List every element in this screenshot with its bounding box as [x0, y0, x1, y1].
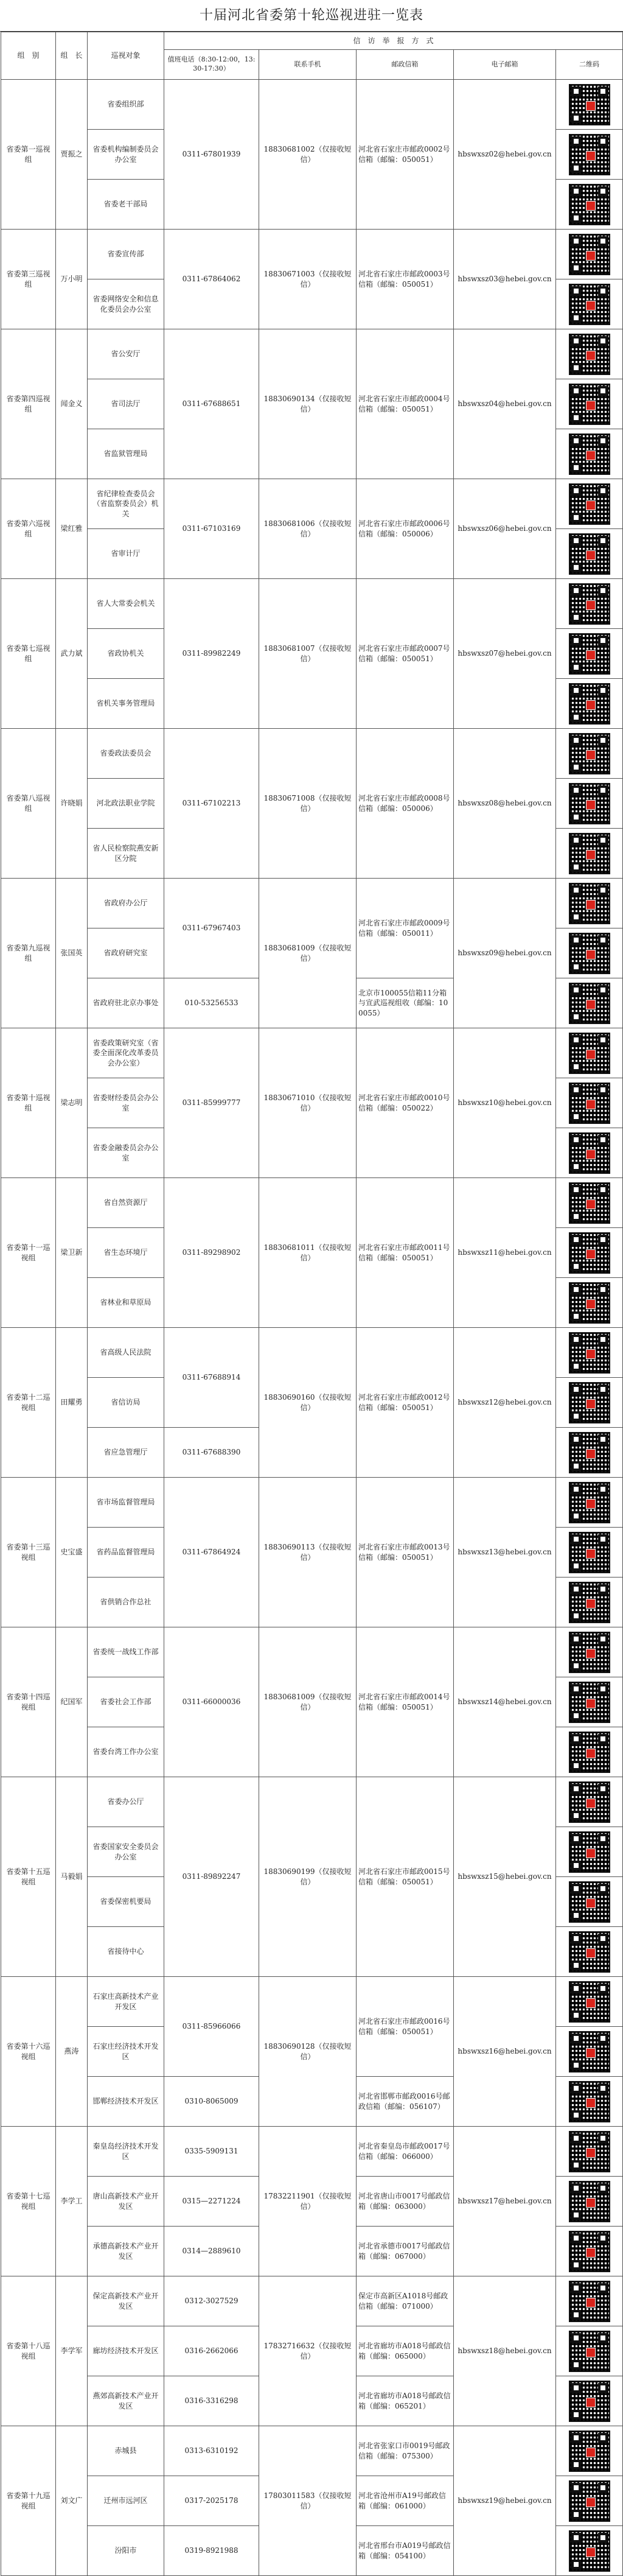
- duty-phone: 0311-67688390: [164, 1428, 259, 1478]
- contact-mobile: 17832211901（仅接收短信）: [259, 2127, 357, 2276]
- duty-phone: 0311-67864062: [164, 230, 259, 329]
- duty-phone: 0311-67103169: [164, 479, 259, 579]
- target-name: 赤城县: [88, 2426, 164, 2476]
- duty-phone: 0313-6310192: [164, 2426, 259, 2476]
- post-box: 河北省邯郸市邮政0016号邮政信箱（邮编：056107）: [357, 2077, 454, 2127]
- qr-code-cell: [556, 1128, 623, 1178]
- group-name: 省委第三巡视组: [1, 230, 56, 329]
- target-name: 省委保密机要局: [88, 1877, 164, 1927]
- target-name: 省供销合作总社: [88, 1578, 164, 1627]
- target-name: 省药品监督管理局: [88, 1528, 164, 1578]
- email-address[interactable]: hbswxsz15@hebei.gov.cn: [454, 1777, 556, 1977]
- qr-code-cell: [556, 80, 623, 130]
- qr-code-icon: [569, 2131, 610, 2172]
- leader-name: 田耀勇: [56, 1328, 88, 1478]
- target-name: 省自然资源厅: [88, 1178, 164, 1228]
- group-name: 省委第十巡视组: [1, 1028, 56, 1178]
- qr-code-cell: [556, 379, 623, 429]
- qr-code-icon: [569, 833, 610, 874]
- group-name: 省委第十五巡视组: [1, 1777, 56, 1977]
- qr-code-cell: [556, 1078, 623, 1128]
- duty-phone: 0335-5909131: [164, 2127, 259, 2177]
- qr-code-icon: [569, 2231, 610, 2272]
- duty-phone: 0319-8921988: [164, 2526, 259, 2576]
- table-row: [1, 1627, 623, 1677]
- table-row: [1, 1328, 623, 1378]
- qr-code-cell: [556, 2476, 623, 2526]
- qr-code-cell: [556, 1528, 623, 1578]
- post-box: 河北省张家口市0019号邮政信箱（邮编：075300）: [357, 2426, 454, 2476]
- qr-code-cell: [556, 230, 623, 279]
- target-name: 保定高新技术产业开发区: [88, 2276, 164, 2326]
- qr-code-icon: [569, 433, 610, 475]
- contact-mobile: 18830671010（仅接收短信）: [259, 1028, 357, 1178]
- leader-name: 纪国军: [56, 1627, 88, 1777]
- duty-phone: 0311-67967403: [164, 879, 259, 978]
- target-name: 省委台湾工作办公室: [88, 1727, 164, 1777]
- email-address[interactable]: hbswxsz08@hebei.gov.cn: [454, 729, 556, 879]
- qr-code-cell: [556, 1378, 623, 1428]
- contact-mobile: 18830681009（仅接收短信）: [259, 879, 357, 1028]
- qr-code-icon: [569, 633, 610, 675]
- email-address[interactable]: hbswxsz09@hebei.gov.cn: [454, 879, 556, 1028]
- table-row: [1, 80, 623, 130]
- leader-name: 梁志明: [56, 1028, 88, 1178]
- post-box: 河北省沧州市A19号邮政信箱（邮编：061000）: [357, 2476, 454, 2526]
- qr-code-cell: [556, 2326, 623, 2376]
- duty-phone: 0311-85966066: [164, 1977, 259, 2077]
- leader-name: 张国英: [56, 879, 88, 1028]
- header-report: 信 访 举 报 方 式: [164, 32, 623, 50]
- qr-code-cell: [556, 729, 623, 779]
- contact-mobile: 18830681007（仅接收短信）: [259, 579, 357, 729]
- group-name: 省委第四巡视组: [1, 329, 56, 479]
- qr-code-icon: [569, 883, 610, 924]
- email-address[interactable]: hbswxsz02@hebei.gov.cn: [454, 80, 556, 230]
- target-name: 省委政法委员会: [88, 729, 164, 779]
- leader-name: 马毅娟: [56, 1777, 88, 1977]
- target-name: 省政府办公厅: [88, 879, 164, 928]
- email-address[interactable]: hbswxsz03@hebei.gov.cn: [454, 230, 556, 329]
- qr-code-icon: [569, 2381, 610, 2422]
- qr-code-icon: [569, 84, 610, 125]
- qr-code-cell: [556, 1727, 623, 1777]
- post-box: 河北省石家庄市邮政0008号信箱（邮编：050006）: [357, 729, 454, 879]
- qr-code-icon: [569, 783, 610, 824]
- qr-code-icon: [569, 983, 610, 1024]
- qr-code-cell: [556, 928, 623, 978]
- qr-code-icon: [569, 184, 610, 225]
- leader-name: 贾振之: [56, 80, 88, 230]
- header-qr: 二维码: [556, 50, 623, 80]
- duty-phone: 0314—2889610: [164, 2227, 259, 2276]
- duty-phone: 0311-89982249: [164, 579, 259, 729]
- qr-code-icon: [569, 1282, 610, 1324]
- qr-code-icon: [569, 1781, 610, 1823]
- target-name: 唐山高新技术产业开发区: [88, 2177, 164, 2227]
- leader-name: 李学军: [56, 2276, 88, 2426]
- target-name: 省委财经委员会办公室: [88, 1078, 164, 1128]
- target-name: 石家庄经济技术开发区: [88, 2027, 164, 2077]
- group-name: 省委第十七巡视组: [1, 2127, 56, 2276]
- qr-code-icon: [569, 1033, 610, 1074]
- table-row: [1, 1178, 623, 1228]
- table-row: [1, 2426, 623, 2476]
- leader-name: 武力斌: [56, 579, 88, 729]
- target-name: 省高级人民法院: [88, 1328, 164, 1378]
- contact-mobile: 18830671003（仅接收短信）: [259, 230, 357, 329]
- qr-code-cell: [556, 879, 623, 928]
- table-row: [1, 1478, 623, 1528]
- qr-code-icon: [569, 1332, 610, 1374]
- contact-mobile: 18830671008（仅接收短信）: [259, 729, 357, 879]
- target-name: 省政府研究室: [88, 928, 164, 978]
- qr-code-icon: [569, 2480, 610, 2522]
- duty-phone: 0311-89298902: [164, 1178, 259, 1328]
- duty-phone: 0311-67864924: [164, 1478, 259, 1627]
- target-name: 省审计厅: [88, 529, 164, 579]
- table-row: [1, 1977, 623, 2027]
- post-box: 北京市100055信箱11分箱与宣武巡视组收（邮编：100055）: [357, 978, 454, 1028]
- group-name: 省委第八巡视组: [1, 729, 56, 879]
- qr-code-cell: [556, 180, 623, 230]
- email-address[interactable]: hbswxsz16@hebei.gov.cn: [454, 1977, 556, 2127]
- qr-code-icon: [569, 1682, 610, 1723]
- target-name: 省委老干部局: [88, 180, 164, 230]
- post-box: 河北省石家庄市邮政0016号信箱（邮编：050051）: [357, 1977, 454, 2077]
- qr-code-cell: [556, 1977, 623, 2027]
- qr-code-cell: [556, 1328, 623, 1378]
- target-name: 秦皇岛经济技术开发区: [88, 2127, 164, 2177]
- group-name: 省委第十八巡视组: [1, 2276, 56, 2426]
- duty-phone: 0311-85999777: [164, 1028, 259, 1178]
- target-name: 省委政策研究室（省委全面深化改革委员会办公室）: [88, 1028, 164, 1078]
- qr-code-cell: [556, 2077, 623, 2127]
- target-name: 迁州市远河区: [88, 2476, 164, 2526]
- qr-code-cell: [556, 2376, 623, 2426]
- group-name: 省委第六巡视组: [1, 479, 56, 579]
- qr-code-cell: [556, 2426, 623, 2476]
- qr-code-cell: [556, 1627, 623, 1677]
- target-name: 省委组织部: [88, 80, 164, 130]
- qr-code-cell: [556, 2526, 623, 2576]
- qr-code-cell: [556, 629, 623, 679]
- qr-code-icon: [569, 1632, 610, 1673]
- qr-code-cell: [556, 1278, 623, 1328]
- duty-phone: 0316-2662066: [164, 2326, 259, 2376]
- target-name: 省信访局: [88, 1378, 164, 1428]
- contact-mobile: 17832716632（仅接收短信）: [259, 2276, 357, 2426]
- target-name: 汾阳市: [88, 2526, 164, 2576]
- duty-phone: 0311-67688914: [164, 1328, 259, 1428]
- target-name: 省司法厅: [88, 379, 164, 429]
- post-box: 河北省石家庄市邮政0011号信箱（邮编：050051）: [357, 1178, 454, 1328]
- qr-code-icon: [569, 733, 610, 774]
- qr-code-cell: [556, 2027, 623, 2077]
- leader-name: 史宝盛: [56, 1478, 88, 1627]
- qr-code-icon: [569, 1532, 610, 1573]
- qr-code-cell: [556, 429, 623, 479]
- duty-phone: 0311-67688651: [164, 329, 259, 479]
- duty-phone: 0316-3316298: [164, 2376, 259, 2426]
- qr-code-cell: [556, 1428, 623, 1478]
- header-post: 邮政信箱: [357, 50, 454, 80]
- contact-mobile: 18830681006（仅接收短信）: [259, 479, 357, 579]
- duty-phone: 0311-66000036: [164, 1627, 259, 1777]
- post-box: 河北省石家庄市邮政0014号信箱（邮编：050051）: [357, 1627, 454, 1777]
- page-title: 十届河北省委第十轮巡视进驻一览表: [0, 0, 623, 32]
- table-row: [1, 230, 623, 279]
- header-mobile: 联系手机: [259, 50, 357, 80]
- duty-phone: 010-53256533: [164, 978, 259, 1028]
- target-name: 省委网络安全和信息化委员会办公室: [88, 279, 164, 329]
- target-name: 省委办公厅: [88, 1777, 164, 1827]
- email-address[interactable]: hbswxsz18@hebei.gov.cn: [454, 2276, 556, 2426]
- qr-code-icon: [569, 1083, 610, 1124]
- leader-name: 闻金义: [56, 329, 88, 479]
- target-name: 河北政法职业学院: [88, 779, 164, 829]
- qr-code-cell: [556, 1827, 623, 1877]
- target-name: 省林业和草原局: [88, 1278, 164, 1328]
- qr-code-icon: [569, 1182, 610, 1224]
- qr-code-icon: [569, 284, 610, 325]
- contact-mobile: 18830681011（仅接收短信）: [259, 1178, 357, 1328]
- qr-code-cell: [556, 479, 623, 529]
- qr-code-icon: [569, 2031, 610, 2072]
- email-address[interactable]: hbswxsz17@hebei.gov.cn: [454, 2127, 556, 2276]
- qr-code-icon: [569, 1382, 610, 1423]
- post-box: 河北省石家庄市邮政0004号信箱（邮编：050051）: [357, 329, 454, 479]
- post-box: 保定市高新区A1018号邮政信箱（邮编：071000）: [357, 2276, 454, 2326]
- target-name: 省应急管理厅: [88, 1428, 164, 1478]
- contact-mobile: 18830690199（仅接收短信）: [259, 1777, 357, 1977]
- table-row: [1, 1028, 623, 1078]
- table-row: [1, 479, 623, 529]
- qr-code-icon: [569, 334, 610, 375]
- qr-code-icon: [569, 1881, 610, 1923]
- qr-code-cell: [556, 1877, 623, 1927]
- qr-code-cell: [556, 2227, 623, 2276]
- target-name: 廊坊经济技术开发区: [88, 2326, 164, 2376]
- qr-code-cell: [556, 1578, 623, 1627]
- post-box: 河北省石家庄市邮政0006号信箱（邮编：050006）: [357, 479, 454, 579]
- duty-phone: 0312-3027529: [164, 2276, 259, 2326]
- qr-code-cell: [556, 1677, 623, 1727]
- qr-code-icon: [569, 1831, 610, 1873]
- qr-code-icon: [569, 1981, 610, 2023]
- target-name: 省委社会工作部: [88, 1677, 164, 1727]
- qr-code-icon: [569, 134, 610, 175]
- qr-code-cell: [556, 529, 623, 579]
- qr-code-cell: [556, 978, 623, 1028]
- duty-phone: 0317-2025178: [164, 2476, 259, 2526]
- email-address[interactable]: hbswxsz13@hebei.gov.cn: [454, 1478, 556, 1627]
- qr-code-icon: [569, 384, 610, 425]
- qr-code-icon: [569, 1232, 610, 1274]
- post-box: 河北省廊坊市A018号邮政信箱（邮编：065000）: [357, 2326, 454, 2376]
- qr-code-icon: [569, 1432, 610, 1473]
- qr-code-cell: [556, 2127, 623, 2177]
- target-name: 承德高新技术产业开发区: [88, 2227, 164, 2276]
- qr-code-cell: [556, 2276, 623, 2326]
- leader-name: 万小明: [56, 230, 88, 329]
- target-name: 省政府驻北京办事处: [88, 978, 164, 1028]
- group-name: 省委第十六巡视组: [1, 1977, 56, 2127]
- email-address[interactable]: hbswxsz06@hebei.gov.cn: [454, 479, 556, 579]
- target-name: 省市场监督管理局: [88, 1478, 164, 1528]
- qr-code-cell: [556, 579, 623, 629]
- post-box: 河北省廊坊市A018号邮政信箱（邮编：065201）: [357, 2376, 454, 2426]
- target-name: 燕郊高新技术产业开发区: [88, 2376, 164, 2426]
- table-row: [1, 329, 623, 379]
- duty-phone: 0311-67102213: [164, 729, 259, 879]
- qr-code-icon: [569, 1582, 610, 1623]
- table-row: [1, 1777, 623, 1827]
- target-name: 邯郸经济技术开发区: [88, 2077, 164, 2127]
- group-name: 省委第十九巡视组: [1, 2426, 56, 2576]
- target-name: 省委宣传部: [88, 230, 164, 279]
- target-name: 省机关事务管理局: [88, 679, 164, 729]
- qr-code-cell: [556, 1927, 623, 1977]
- table-row: [1, 2276, 623, 2326]
- email-address[interactable]: hbswxsz07@hebei.gov.cn: [454, 579, 556, 729]
- qr-code-icon: [569, 2281, 610, 2322]
- group-name: 省委第十四巡视组: [1, 1627, 56, 1777]
- post-box: 河北省邢台市A019号邮政信箱（邮编：054100）: [357, 2526, 454, 2576]
- target-name: 省监狱管理局: [88, 429, 164, 479]
- group-name: 省委第十三巡视组: [1, 1478, 56, 1627]
- target-name: 省人大常委会机关: [88, 579, 164, 629]
- qr-code-cell: [556, 1028, 623, 1078]
- post-box: 河北省唐山市0017号邮政信箱（邮编：063000）: [357, 2177, 454, 2227]
- table-body: [1, 80, 623, 2576]
- contact-mobile: 18830690113（仅接收短信）: [259, 1478, 357, 1627]
- qr-code-icon: [569, 683, 610, 725]
- qr-code-cell: [556, 1228, 623, 1278]
- target-name: 省委统一战线工作部: [88, 1627, 164, 1677]
- table-row: [1, 729, 623, 779]
- qr-code-icon: [569, 2181, 610, 2222]
- qr-code-cell: [556, 1178, 623, 1228]
- duty-phone: 0311-67801939: [164, 80, 259, 230]
- target-name: 省公安厅: [88, 329, 164, 379]
- leader-name: 李学工: [56, 2127, 88, 2276]
- qr-code-cell: [556, 279, 623, 329]
- target-name: 省接待中心: [88, 1927, 164, 1977]
- group-name: 省委第九巡视组: [1, 879, 56, 1028]
- target-name: 省委国家安全委员会办公室: [88, 1827, 164, 1877]
- post-box: 河北省石家庄市邮政0013号信箱（邮编：050051）: [357, 1478, 454, 1627]
- contact-mobile: 18830681009（仅接收短信）: [259, 1627, 357, 1777]
- post-box: 河北省石家庄市邮政0002号信箱（邮编：050051）: [357, 80, 454, 230]
- leader-name: 梁红雅: [56, 479, 88, 579]
- qr-code-icon: [569, 1482, 610, 1523]
- qr-code-icon: [569, 2530, 610, 2572]
- target-name: 石家庄高新技术产业开发区: [88, 1977, 164, 2027]
- header-group: 组 别: [1, 32, 56, 80]
- qr-code-cell: [556, 829, 623, 879]
- contact-mobile: 18830681002（仅接收短信）: [259, 80, 357, 230]
- qr-code-cell: [556, 679, 623, 729]
- qr-code-icon: [569, 2331, 610, 2372]
- post-box: 河北省石家庄市邮政0007号信箱（邮编：050051）: [357, 579, 454, 729]
- qr-code-cell: [556, 779, 623, 829]
- qr-code-icon: [569, 533, 610, 575]
- email-address[interactable]: hbswxsz11@hebei.gov.cn: [454, 1178, 556, 1328]
- inspection-table: [1, 32, 623, 2576]
- table-row: [1, 879, 623, 928]
- duty-phone: 0315—2271224: [164, 2177, 259, 2227]
- header-phone: 值班电话（8:30-12:00，13:30-17:30）: [164, 50, 259, 80]
- group-name: 省委第十二巡视组: [1, 1328, 56, 1478]
- leader-name: 燕涛: [56, 1977, 88, 2127]
- qr-code-icon: [569, 1132, 610, 1174]
- target-name: 省纪律检查委员会（省监察委员会）机关: [88, 479, 164, 529]
- qr-code-icon: [569, 2430, 610, 2472]
- group-name: 省委第十一巡视组: [1, 1178, 56, 1328]
- table-row: [1, 579, 623, 629]
- table-row: [1, 2127, 623, 2177]
- contact-mobile: 18830690134（仅接收短信）: [259, 329, 357, 479]
- leader-name: 梁卫新: [56, 1178, 88, 1328]
- email-address[interactable]: hbswxsz10@hebei.gov.cn: [454, 1028, 556, 1178]
- qr-code-icon: [569, 933, 610, 974]
- target-name: 省委金融委员会办公室: [88, 1128, 164, 1178]
- target-name: 省人民检察院燕安新区分院: [88, 829, 164, 879]
- leader-name: 许晓娟: [56, 729, 88, 879]
- header-email: 电子邮箱: [454, 50, 556, 80]
- qr-code-icon: [569, 483, 610, 525]
- qr-code-icon: [569, 234, 610, 275]
- target-name: 省委机构编制委员会办公室: [88, 130, 164, 180]
- target-name: 省生态环境厅: [88, 1228, 164, 1278]
- contact-mobile: 18830690128（仅接收短信）: [259, 1977, 357, 2127]
- group-name: 省委第一巡视组: [1, 80, 56, 230]
- qr-code-cell: [556, 1777, 623, 1827]
- post-box: 河北省石家庄市邮政0003号信箱（邮编：050051）: [357, 230, 454, 329]
- email-address[interactable]: hbswxsz19@hebei.gov.cn: [454, 2426, 556, 2576]
- qr-code-cell: [556, 329, 623, 379]
- contact-mobile: 18830690160（仅接收短信）: [259, 1328, 357, 1478]
- qr-code-cell: [556, 130, 623, 180]
- header-target: 巡视对象: [88, 32, 164, 80]
- post-box: 河北省秦皇岛市邮政0017号信箱（邮编：066000）: [357, 2127, 454, 2177]
- contact-mobile: 17803011583（仅接收短信）: [259, 2426, 357, 2576]
- duty-phone: 0310-8065009: [164, 2077, 259, 2127]
- duty-phone: 0311-89892247: [164, 1777, 259, 1977]
- post-box: 河北省石家庄市邮政0010号信箱（邮编：050022）: [357, 1028, 454, 1178]
- post-box: 河北省承德市0017号邮政信箱（邮编：067000）: [357, 2227, 454, 2276]
- qr-code-cell: [556, 1478, 623, 1528]
- qr-code-cell: [556, 2177, 623, 2227]
- target-name: 省政协机关: [88, 629, 164, 679]
- qr-code-icon: [569, 1732, 610, 1773]
- email-address[interactable]: hbswxsz14@hebei.gov.cn: [454, 1627, 556, 1777]
- post-box: 河北省石家庄市邮政0015号信箱（邮编：050051）: [357, 1777, 454, 1977]
- header-leader: 组 长: [56, 32, 88, 80]
- qr-code-icon: [569, 2081, 610, 2122]
- leader-name: 刘文广: [56, 2426, 88, 2576]
- qr-code-icon: [569, 583, 610, 625]
- qr-code-icon: [569, 1931, 610, 1973]
- post-box: 河北省石家庄市邮政0012号信箱（邮编：050051）: [357, 1328, 454, 1478]
- email-address[interactable]: hbswxsz12@hebei.gov.cn: [454, 1328, 556, 1478]
- post-box: 河北省石家庄市邮政0009号信箱（邮编：050011）: [357, 879, 454, 978]
- group-name: 省委第七巡视组: [1, 579, 56, 729]
- email-address[interactable]: hbswxsz04@hebei.gov.cn: [454, 329, 556, 479]
